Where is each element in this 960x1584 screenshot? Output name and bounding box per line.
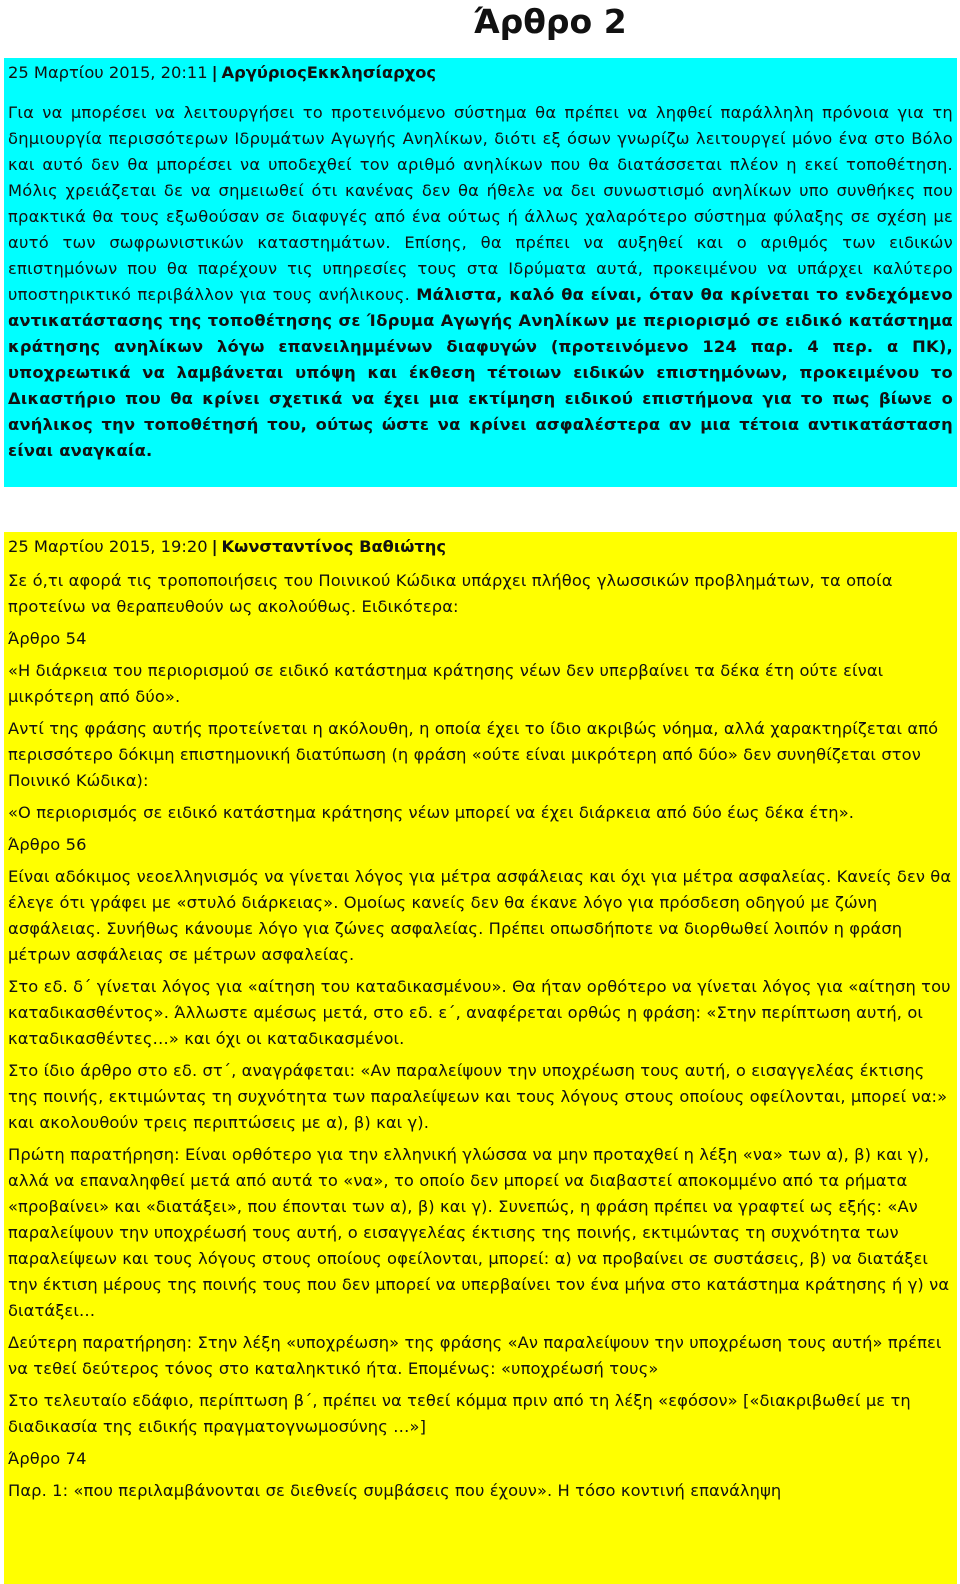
- comment-body: [8, 568, 953, 1504]
- comment-paragraph: Στο τελευταίο εδάφιο, περίπτωση β΄, πρέπει να τεθεί κόμμα πριν από τη λέξη «εφόσον» [«διακριβωθεί με τη διαδικασία της ειδικής πραγματογνωμοσύνης …»]: [8, 1391, 911, 1436]
- meta-separator: |: [211, 537, 218, 556]
- comment-paragraph: Είναι αδόκιμος νεοελληνισμός να γίνεται λόγος για μέτρα ασφάλειας και όχι για μέτρα ασφαλείας. Κανείς δεν θα έλεγε ότι γράφει με «στυλό διάρκειας». Ομοίως κανείς δεν θα έκανε λόγο για πρόσδεση οδηγού με ζώνη ασφάλειας. Συνήθως κάνουμε λόγο για ζώνες ασφαλείας. Πρέπει οπωσδήποτε να διορθωθεί λοιπόν η φράση μέτρων ασφάλειας σε μέτρων ασφαλείας.: [8, 867, 952, 964]
- comment-meta: [8, 532, 953, 568]
- comment-paragraph: Δεύτερη παρατήρηση: Στην λέξη «υποχρέωση» της φράσης «Αν παραλείψουν την υποχρέωση τους αυτή» πρέπει να τεθεί δεύτερος τόνος στο καταληκτικό ήτα. Επομένως: «υποχρέωσή τους»: [8, 1333, 942, 1378]
- comment-paragraph: Άρθρο 56: [8, 835, 87, 854]
- comment-paragraph: Πρώτη παρατήρηση: Είναι ορθότερο για την ελληνική γλώσσα να μην προταχθεί η λέξη «να» των α), β) και γ), αλλά να επαναληφθεί μετά από αυτά το «να», το οποίο δεν μπορεί να διαβαστεί αποκομμένο από τα ρήματα «προβαίνει» και «διατάξει», που έπονται των α), β) και γ). Συνεπώς, η φράση πρέπει να γραφτεί ως εξής: «Αν παραλείψουν την υποχρέωσή τους αυτή, ο εισαγγελέας έκτισης της ποινής, εκτιμώντας τη συχνότητα των παραλείψεων και τους λόγους στους οποίους οφείλονται, μπορεί: α) να προβαίνει σε συστάσεις, β) να διατάξει την έκτιση μέρους της ποινής τους που δεν μπορεί να υπερβαίνει τον ένα μήνα στο κατάστημα κράτησης ή γ) να διατάξει…: [8, 1145, 950, 1320]
- comment-body: [8, 90, 953, 464]
- comment-block: [4, 532, 957, 1584]
- comment-text-bold: Μάλιστα, καλό θα είναι, όταν θα κρίνεται το ενδεχόμενο αντικατάστασης της τοποθέτησης σε Ίδρυμα Αγωγής Ανηλίκων με περιορισμό σε ειδικό κατάστημα κράτησης ανηλίκων λόγω επανειλημμένων διαφυγών (προτεινόμενο 124 παρ. 4 περ. α ΠΚ), υποχρεωτικά να λαμβάνεται υπόψη και έκθεση τέτοιων ειδικών επιστημόνων, προκειμένου το Δικαστήριο που θα κρίνει σχετικά να έχει μια εκτίμηση ειδικού επιστήμονα για το πως βίωνε ο ανήλικος την τοποθέτησή του, ούτως ώστε να κρίνει ασφαλέστερα αν μια τέτοια αντικατάσταση είναι αναγκαία.: [8, 285, 953, 460]
- comment-paragraph: Σε ό,τι αφορά τις τροποποιήσεις του Ποινικού Κώδικα υπάρχει πλήθος γλωσσικών προβλημάτων, τα οποία προτείνω να θεραπευθούν ως ακολούθως. Ειδικότερα:: [8, 571, 893, 616]
- comment-block: [4, 58, 957, 487]
- comment-text: Για να μπορέσει να λειτουργήσει το προτεινόμενο σύστημα θα πρέπει να ληφθεί παράλληλη πρόνοια για τη δημιουργία περισσότερων Ιδρυμάτων Αγωγής Ανηλίκων, διότι εξ όσων γνωρίζω λειτουργεί μόνο ένα στο Βόλο και αυτό δεν θα μπορέσει να υποδεχθεί τον αριθμό ανηλίκων που θα διατάσσεται πλέον η εκεί τοποθέτηση. Μόλις χρειάζεται δε να σημειωθεί ότι κανένας δεν θα ήθελε να δει συνωστισμό ανηλίκων υπο συνθήκες που πρακτικά θα τους εξωθούσαν σε διαφυγές από ένα ούτως ή άλλως χαλαρότερο σύστημα φύλαξης σε σχέση με αυτό των σωφρωνιστικών καταστημάτων. Επίσης, θα πρέπει να αυξηθεί και ο αριθμός των ειδικών επιστημόνων που θα παρέχουν τις υπηρεσίες τους στα Ιδρύματα αυτά, προκειμένου να υπάρχει καλύτερο υποστηρικτικό περιβάλλον για τους ανήλικους.: [8, 103, 953, 304]
- comment-paragraph: Παρ. 1: «που περιλαμβάνονται σε διεθνείς συμβάσεις που έχουν». Η τόσο κοντινή επανάληψη: [8, 1481, 782, 1500]
- comment-paragraph: «Ο περιορισμός σε ειδικό κατάστημα κράτησης νέων μπορεί να έχει διάρκεια από δύο έως δέκα έτη».: [8, 803, 855, 822]
- comment-paragraph: Αντί της φράσης αυτής προτείνεται η ακόλουθη, η οποία έχει το ίδιο ακριβώς νόημα, αλλά χαρακτηρίζεται από περισσότερο δόκιμη επιστημονική διατύπωση (η φράση «ούτε είναι μικρότερη από δύο» δεν συνηθίζεται στον Ποινικό Κώδικα):: [8, 719, 939, 790]
- meta-separator: |: [211, 63, 218, 82]
- page-title: Άρθρο 2: [473, 2, 627, 41]
- comment-meta: [8, 58, 953, 90]
- comment-author: ΑργύριοςΕκκλησίαρχος: [221, 63, 437, 82]
- comment-paragraph: Στο εδ. δ΄ γίνεται λόγος για «αίτηση του καταδικασμένου». Θα ήταν ορθότερο να γίνεται λόγος για «αίτηση του καταδικασθέντος». Άλλωστε αμέσως μετά, στο εδ. ε΄, αναφέρεται ορθώς η φράση: «Στην περίπτωση αυτή, οι καταδικασθέντες…» και όχι οι καταδικασμένοι.: [8, 977, 951, 1048]
- comment-date: 25 Μαρτίου 2015, 19:20: [8, 537, 208, 556]
- comment-paragraph: Άρθρο 54: [8, 629, 87, 648]
- comment-paragraph: Στο ίδιο άρθρο στο εδ. στ΄, αναγράφεται: «Αν παραλείψουν την υποχρέωση τους αυτή, ο εισαγγελέας έκτισης της ποινής, εκτιμώντας τη συχνότητα των παραλείψεων και τους λόγους στους οποίους οφείλονται, μπορεί να:» και ακολουθούν τρεις περιπτώσεις με α), β) και γ).: [8, 1061, 948, 1132]
- comment-paragraph: «Η διάρκεια του περιορισμού σε ειδικό κατάστημα κράτησης νέων δεν υπερβαίνει τα δέκα έτη ούτε είναι μικρότερη από δύο».: [8, 661, 884, 706]
- comment-paragraph: Άρθρο 74: [8, 1449, 87, 1468]
- comment-date: 25 Μαρτίου 2015, 20:11: [8, 63, 208, 82]
- comment-author: Κωνσταντίνος Βαθιώτης: [221, 537, 446, 556]
